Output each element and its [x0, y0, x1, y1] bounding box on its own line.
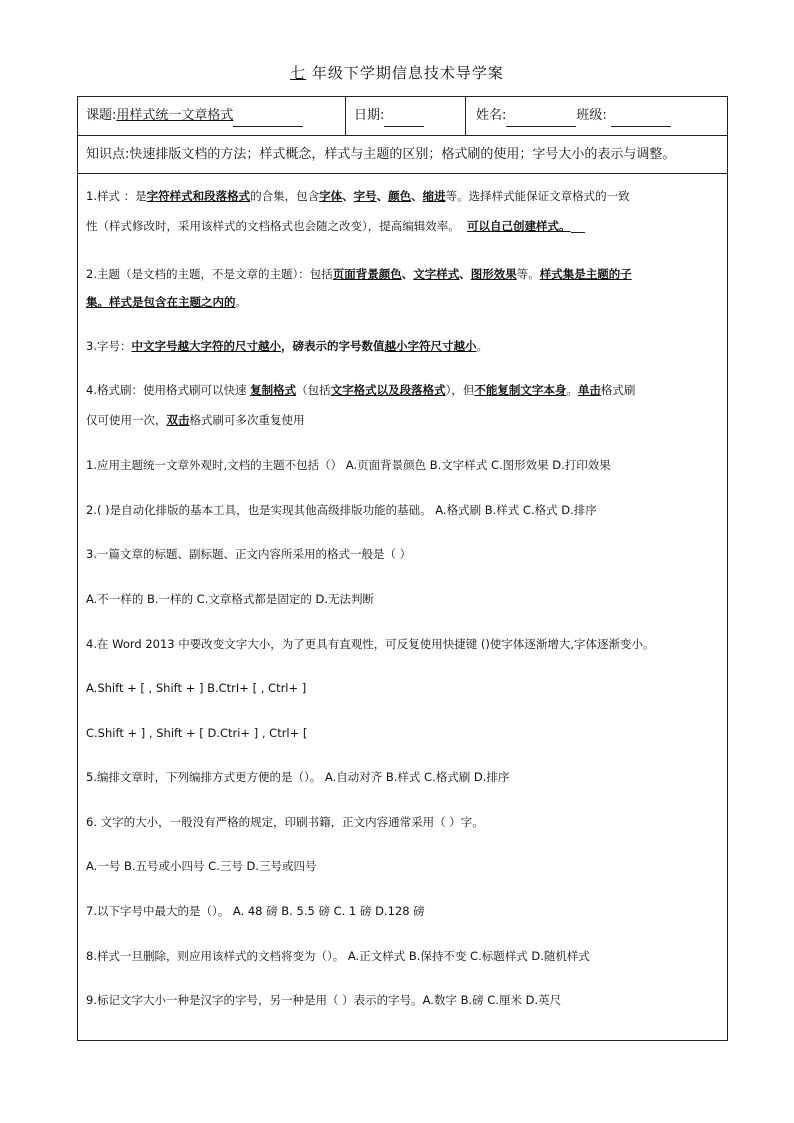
class-blank[interactable]	[611, 104, 671, 127]
knowledge-points: 知识点:快速排版文档的方法；样式概念，样式与主题的区别；格式刷的使用；字号大小的表示与调整。	[78, 135, 727, 174]
text: ），但	[445, 383, 475, 397]
grade-prefix: 七	[290, 64, 307, 82]
text: 、	[376, 189, 389, 203]
keyword: 可以自己创建样式。	[467, 219, 571, 233]
question-7: 7.以下字号中最大的是（）。 A. 48 磅 B. 5.5 磅 C. 1 磅 D.128 磅	[86, 904, 425, 918]
text: ，磅表示的字号数值	[280, 339, 385, 353]
note-2-line-1	[86, 266, 722, 282]
question-8: 8.样式一旦删除，则应用该样式的文档将变为（）。 A.正文样式 B.保持不变 C.标题样式 D.随机样式	[86, 949, 590, 963]
keyword: 文字格式以及段落格式	[330, 383, 446, 397]
question-4-options-cd: C.Shift + ] , Shift + [ D.Ctri+ ] , Ctrl+ [	[86, 726, 308, 740]
text: 的合集，包含	[250, 189, 320, 203]
question-2: 2.( )是自动化排版的基本工具，也是实现其他高级排版功能的基础。 A.格式刷 B.样式 C.格式 D.排序	[86, 503, 597, 517]
question-4-options-ab: A.Shift + [ , Shift + ] B.CtrI+ [ , Ctrl+ ]	[86, 681, 307, 695]
keyword: 越小字符尺寸越小	[384, 339, 477, 353]
text: 性（样式修改时，采用该样式的文档格式也会随之改变），提高编辑效率。	[86, 219, 460, 233]
text: 格式刷可多次重复使用	[189, 413, 305, 427]
keyword: 颜色	[388, 189, 412, 203]
note-1-line-1	[86, 188, 722, 204]
text: 4.格式刷：使用格式刷可以快速	[86, 383, 251, 397]
text: 。	[566, 383, 578, 397]
text: 、	[411, 189, 423, 203]
keyword: 字符样式和段落格式	[146, 189, 251, 203]
keyword: 双击	[166, 413, 190, 427]
question-6-options: A.一号 B.五号或小四号 C.三号 D.三号或四号	[86, 859, 317, 873]
question-5: 5.编排文章时，下列编排方式更方便的是（）。 A.自动对齐 B.样式 C.格式刷 D.排序	[86, 770, 510, 784]
keyword: 单击	[577, 383, 601, 397]
topic-value: 用样式统一文章格式	[116, 108, 234, 123]
header-row	[78, 97, 727, 136]
text: 1.样式 ：是	[86, 189, 147, 203]
name-class-cell	[466, 97, 727, 135]
topic-cell	[78, 97, 346, 135]
note-4-line-1	[86, 382, 722, 398]
question-6: 6. 文字的大小，一般没有严格的规定，印刷书籍，正文内容通常采用（ ）字。	[86, 815, 484, 829]
text: 。	[476, 339, 488, 353]
note-2-line-2	[86, 294, 722, 310]
text: 格式刷	[600, 383, 636, 397]
text: 等。	[516, 267, 540, 281]
note-1-line-2	[86, 218, 722, 234]
keyword: 文字样式	[413, 267, 460, 281]
text: 等。选择样式能保证文章格式的一致	[445, 189, 630, 203]
date-blank[interactable]	[384, 104, 424, 127]
keyword: 缩进	[422, 189, 446, 203]
keyword: 样式集是主题的子	[539, 267, 632, 281]
worksheet-table	[77, 96, 728, 1041]
question-4: 4.在 Word 2013 中要改变文字大小，为了更具有直观性，可反复使用快捷键 ()使字体逐渐增大,字体逐渐变小。	[86, 637, 655, 651]
topic-underline	[233, 104, 303, 127]
page-title	[0, 62, 794, 83]
class-label: 班级:	[576, 108, 607, 123]
text: 仅可使用一次，	[86, 413, 167, 427]
text: 。	[235, 295, 247, 309]
question-9: 9.标记文字大小一种是汉字的字号，另一种是用（ ）表示的字号。A.数字 B.磅 C.厘米 D.英尺	[86, 993, 562, 1007]
keyword: 不能复制文字本身	[474, 383, 567, 397]
keyword: 图形效果	[470, 267, 517, 281]
note-4-line-2	[86, 412, 722, 428]
name-label: 姓名:	[476, 108, 507, 123]
keyword: 集。样式是包含在主题之内的	[86, 295, 236, 309]
note-3	[86, 338, 722, 354]
keyword: 页面背景颜色	[332, 267, 402, 281]
text: 、	[401, 267, 414, 281]
text: 、	[342, 189, 354, 203]
title-rest: 年级下学期信息技术导学案	[311, 64, 504, 82]
topic-label: 课题:	[86, 108, 117, 123]
text: 、	[459, 267, 471, 281]
name-blank[interactable]	[506, 104, 576, 127]
question-1: 1.应用主题统一文章外观时,文档的主题不包括（） A.页面背景颜色 B.文字样式 C.图形效果 D.打印效果	[86, 458, 611, 472]
date-cell	[346, 97, 466, 135]
keyword: 复制格式	[250, 383, 297, 397]
question-3: 3.一篇文章的标题、副标题、正文内容所采用的格式一般是（ ）	[86, 547, 412, 561]
text: （包括	[296, 383, 331, 397]
keyword: 字号	[353, 189, 377, 203]
keyword: 字体	[319, 189, 343, 203]
text: 3.字号：	[86, 339, 132, 353]
text: 2.主题（是文档的主题，不是文章的主题）：包括	[86, 267, 333, 281]
note-1-underline	[571, 220, 585, 233]
date-label: 日期:	[354, 108, 385, 123]
keyword: 中文字号越大字符的尺寸越小	[131, 339, 281, 353]
question-3-options: A.不一样的 B.一样的 C.文章格式都是固定的 D.无法判断	[86, 592, 375, 606]
